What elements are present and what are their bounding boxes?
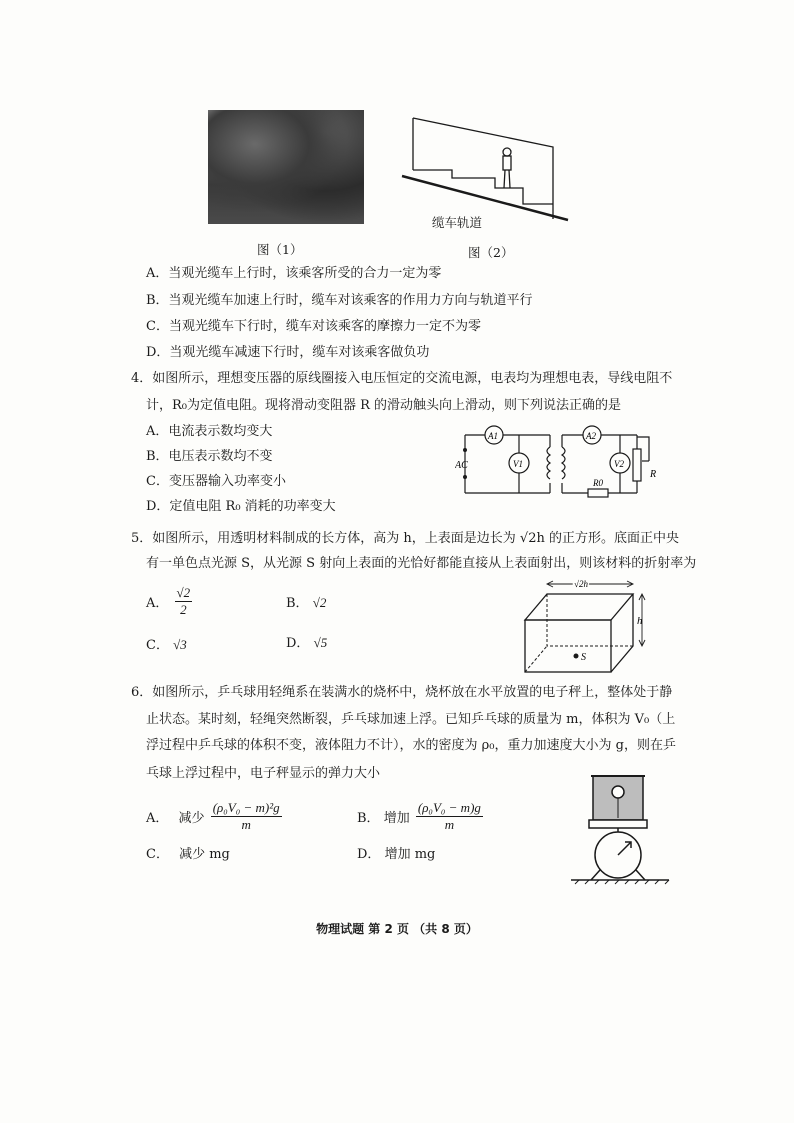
q6-stem-line3: 浮过程中乒乓球的体积不变，液体阻力不计），水的密度为 ρ₀，重力加速度大小为 g，则在乒 [146, 738, 676, 753]
q5-option-a-label: A． [146, 596, 169, 611]
q6-option-a-fraction [211, 800, 282, 833]
q6-option-a-label: A． [146, 811, 169, 826]
q6-stem-line1: 6．如图所示，乒乓球用轻绳系在装满水的烧杯中，烧杯放在水平放置的电子秤上，整体处于静 [131, 685, 673, 700]
q6-option-b-fraction [416, 800, 483, 833]
circuit-label-a1: A1 [488, 431, 498, 441]
figure2-caption: 图（2） [468, 245, 514, 260]
q4-stem-line1: 4．如图所示，理想变压器的原线圈接入电压恒定的交流电源，电表均为理想电表，导线电阻不 [131, 371, 673, 386]
circuit-label-ac: AC [455, 460, 468, 471]
q4-transformer-circuit [455, 425, 665, 500]
q5-option-a-den: 2 [180, 602, 187, 617]
box-label-top: √2h [574, 579, 588, 589]
q5-option-c-value: √3 [173, 637, 187, 652]
page-footer: 物理试题 第 2 页 （共 8 页） [316, 922, 478, 936]
circuit-label-r: R [650, 469, 657, 480]
q3-option-a: A．当观光缆车上行时，该乘客所受的合力一定为零 [146, 266, 442, 281]
q6-option-c [146, 846, 230, 864]
q4-option-c: C．变压器输入功率变小 [146, 474, 286, 489]
q4-option-b: B．电压表示数均不变 [146, 449, 273, 464]
q6-option-b-den: m [444, 817, 455, 832]
q6-option-a-num: (ρ₀V₀ − m)²g [212, 800, 280, 815]
q6-beaker-scale-diagram [565, 770, 675, 890]
q3-option-b: B．当观光缆车加速上行时，缆车对该乘客的作用力方向与轨道平行 [146, 293, 533, 308]
q6-option-c-label: C． [146, 847, 169, 862]
circuit-label-v2: V2 [614, 459, 624, 469]
q6-option-a-den: m [241, 817, 251, 832]
q5-option-a-fraction [175, 585, 193, 618]
q5-option-b-label: B． [286, 596, 309, 611]
q5-option-c-label: C． [146, 638, 169, 653]
q6-stem-line2: 止状态。某时刻，轻绳突然断裂，乒乓球加速上浮。已知乒乓球的质量为 m，体积为 V₀（上 [146, 712, 676, 727]
q3-option-d: D．当观光缆车减速下行时，缆车对该乘客做负功 [146, 345, 430, 360]
circuit-label-a2: A2 [586, 431, 596, 441]
q5-option-a [146, 585, 194, 618]
q6-option-b-word: 增加 [383, 811, 410, 826]
figure2-cable-car-diagram [400, 112, 575, 222]
q5-cuboid-diagram [515, 576, 660, 676]
circuit-label-v1: V1 [513, 459, 523, 469]
q5-option-b-value: √2 [312, 595, 327, 610]
figure1-caption: 图（1） [257, 242, 303, 257]
figure1-photo [208, 110, 364, 224]
q6-option-b [357, 800, 485, 833]
q4-option-d: D．定值电阻 R₀ 消耗的功率变大 [146, 499, 336, 514]
q6-option-d-label: D． [357, 847, 381, 862]
q5-option-a-num: √2 [176, 585, 191, 600]
q5-option-b [286, 594, 326, 613]
q5-stem-line1: 5．如图所示，用透明材料制成的长方体，高为 h，上表面是边长为 √2h 的正方形。底面正中央 [131, 531, 679, 546]
q6-option-d-text: 增加 mg [384, 847, 436, 862]
circuit-label-r0: R0 [593, 478, 603, 488]
q4-option-a: A．电流表示数均变大 [146, 424, 273, 439]
q5-option-d-value: √5 [313, 635, 328, 650]
q6-option-d [357, 846, 435, 864]
track-label: 缆车轨道 [432, 215, 483, 230]
box-label-source: S [581, 652, 586, 663]
q6-option-c-text: 减少 mg [179, 847, 230, 862]
box-label-height: h [637, 615, 643, 627]
q6-stem-line4: 乓球上浮过程中，电子秤显示的弹力大小 [146, 766, 381, 781]
q5-stem-line2: 有一单色点光源 S，从光源 S 射向上表面的光恰好都能直接从上表面射出，则该材料的折射率为 [146, 556, 697, 571]
q3-option-c: C．当观光缆车下行时，缆车对该乘客的摩擦力一定不为零 [146, 319, 481, 334]
q6-option-b-num: (ρ₀V₀ − m)g [417, 800, 481, 815]
q5-option-d [286, 634, 327, 653]
q5-option-d-label: D． [286, 636, 310, 651]
q6-option-a [146, 800, 284, 833]
q5-option-c [146, 636, 187, 655]
q6-option-a-word: 减少 [178, 811, 205, 826]
q4-stem-line2: 计，R₀为定值电阻。现将滑动变阻器 R 的滑动触头向上滑动，则下列说法正确的是 [146, 398, 622, 413]
q6-option-b-label: B． [357, 811, 380, 826]
